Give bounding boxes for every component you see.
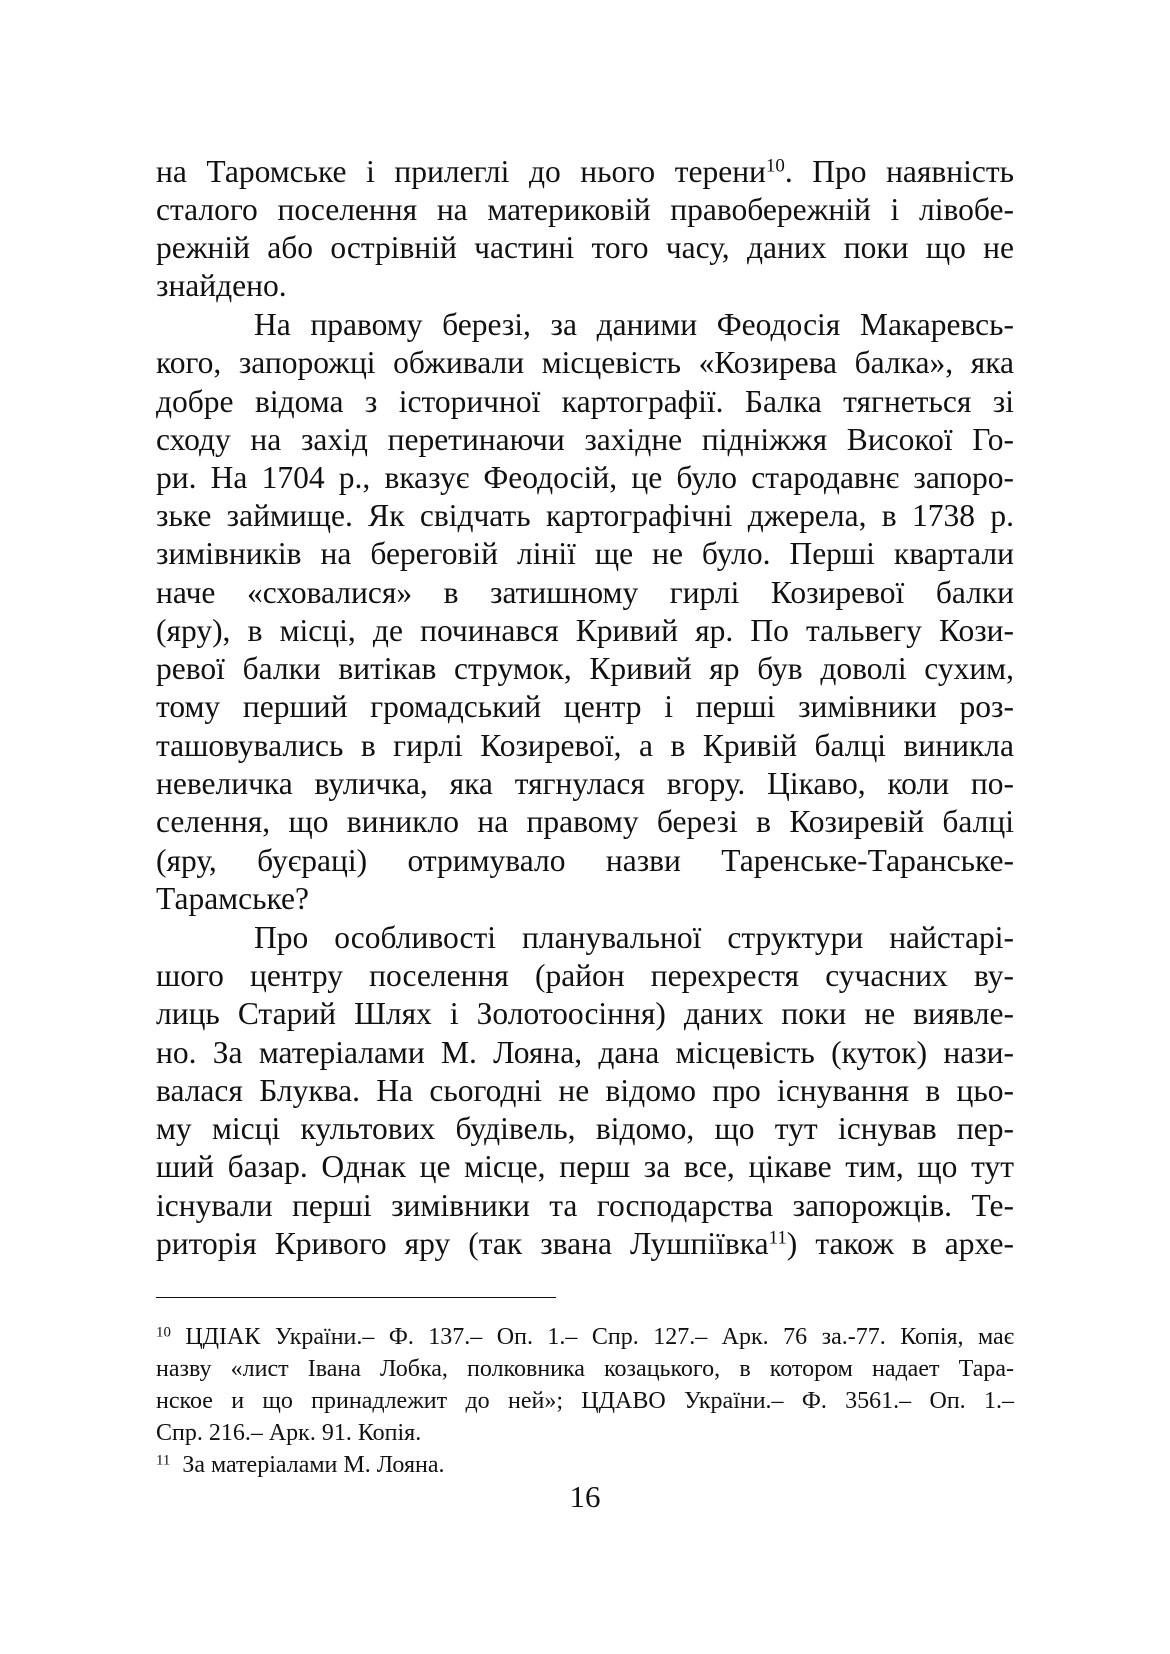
body-line: шого центру поселення (район перехрестя сучасних ву- xyxy=(156,958,1014,993)
footnote-line: Спр. 216.– Арк. 91. Копія. xyxy=(156,1420,422,1446)
body-line: тому перший громадський центр і перші зимівники роз- xyxy=(156,689,1014,724)
body-line: На правому березі, за даними Феодосія Макаревсь- xyxy=(254,307,1014,342)
body-line: но. За матеріалами М. Лояна, дана місцевість (куток) нази- xyxy=(156,1035,1014,1070)
footnote-number: 11 xyxy=(156,1452,171,1469)
body-line: селення, що виникло на правому березі в Козиревій балці xyxy=(156,804,1014,839)
body-line: ревої балки витікав струмок, Кривий яр був доволі сухим, xyxy=(156,651,1014,686)
body-line: наче «сховалися» в затишному гирлі Козиревої балки xyxy=(156,575,1014,610)
body-line: на Таромське і прилеглі до нього терени$^{10}$. Про наявність xyxy=(156,154,1014,189)
body-line: ташовувались в гирлі Козиревої, а в Кривій балці виникла xyxy=(156,728,1014,763)
footnote-separator xyxy=(156,1297,556,1298)
footnote-ref: 11 xyxy=(768,1227,787,1249)
body-line: сталого поселення на материковій правобережній і лівобе- xyxy=(156,192,1014,227)
body-line: зьке займище. Як свідчать картографічні джерела, в 1738 р. xyxy=(156,498,1014,533)
footnote-line: $^{11}$ За матеріалами М. Лояна. xyxy=(156,1452,445,1478)
footnote-line: назву «лист Івана Лобка, полковника козацького, в котором надает Тара- xyxy=(156,1356,1014,1382)
body-line: (яру), в місці, де починався Кривий яр. По тальвегу Кози- xyxy=(156,613,1014,648)
body-line: сходу на захід перетинаючи західне підніжжя Високої Го- xyxy=(156,422,1014,457)
body-line: добре відома з історичної картографії. Балка тягнеться зі xyxy=(156,384,1014,419)
body-line: (яру, буєраці) отримувало назви Таренське-Таранське- xyxy=(156,843,1014,878)
body-line: Про особливості планувальної структури найстарі- xyxy=(254,920,1014,955)
body-line: валася Блуква. На сьогодні не відомо про існування в цьо- xyxy=(156,1073,1014,1108)
footnote-line: $^{10}$ ЦДІАК України.– Ф. 137.– Оп. 1.– Спр. 127.– Арк. 76 за.-77. Копія, має xyxy=(156,1324,1014,1350)
body-line: існували перші зимівники та господарства запорожців. Те- xyxy=(156,1188,1014,1223)
body-line: кого, запорожці обживали місцевість «Козирева балка», яка xyxy=(156,345,1014,380)
body-line: ри. На 1704 р., вказує Феодосій, це було стародавнє запоро- xyxy=(156,460,1014,495)
body-line: зимівників на береговій лінії ще не було. Перші квартали xyxy=(156,536,1014,571)
footnote-line: нское и що принадлежит до ней»; ЦДАВО України.– Ф. 3561.– Оп. 1.– xyxy=(156,1388,1014,1414)
body-line: режній або острівній частині того часу, даних поки що не xyxy=(156,230,1014,265)
body-line: риторія Кривого яру (так звана Лушпіївка$^{11}$) також в архе- xyxy=(156,1226,1014,1261)
footnote-number: 10 xyxy=(156,1324,171,1341)
page-number: 16 xyxy=(569,1479,601,1514)
body-line: ший базар. Однак це місце, перш за все, цікаве тим, що тут xyxy=(156,1149,1014,1184)
body-line: Тарамське? xyxy=(156,881,309,916)
footnote-ref: 10 xyxy=(765,155,785,177)
body-line: знайдено. xyxy=(156,268,287,303)
body-line: лиць Старий Шлях і Золотоосіння) даних поки не виявле- xyxy=(156,996,1014,1031)
body-line: невеличка вуличка, яка тягнулася вгору. Цікаво, коли по- xyxy=(156,766,1014,801)
body-line: му місці культових будівель, відомо, що тут існував пер- xyxy=(156,1111,1014,1146)
